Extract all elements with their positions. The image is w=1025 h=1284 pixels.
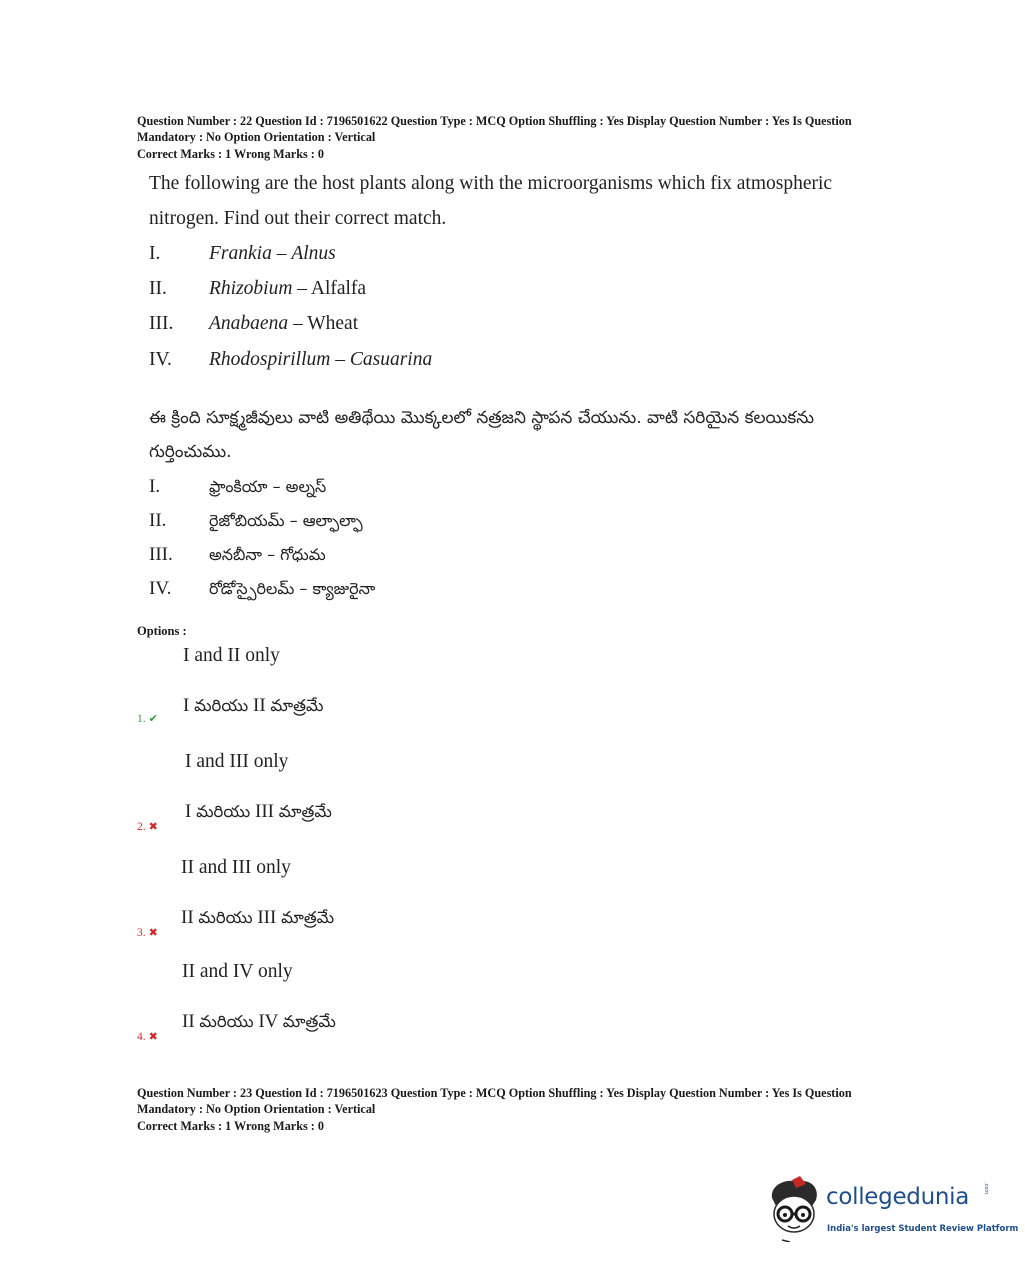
wrong-cross-icon: ✖: [148, 926, 158, 939]
option-num-a: II: [181, 907, 194, 928]
student-mascot-icon: [766, 1176, 824, 1242]
logo-tagline: India's largest Student Review Platform: [827, 1224, 1019, 1234]
statement-te-3: [149, 544, 326, 568]
option-2-marker: [137, 820, 158, 833]
statement-number: IV.: [149, 349, 172, 370]
option-conj: మరియు: [199, 1012, 254, 1031]
separator: –: [271, 243, 292, 264]
organism: Rhodospirillum: [209, 349, 331, 370]
statement-te-2: [149, 510, 363, 534]
question-text-te-line-2: గుర్తించుము.: [149, 442, 232, 462]
option-conj: మరియు: [196, 802, 251, 821]
statement-te-1: [149, 476, 326, 500]
statement-text: రైజోబియమ్ – ఆల్ఫాల్ఫా: [209, 511, 363, 530]
option-num-b: IV: [258, 1011, 279, 1032]
collegedunia-logo: [766, 1176, 1019, 1246]
option-tail: మాత్రమే: [282, 1012, 336, 1031]
meta-line-2: Mandatory : No Option Orientation : Vertical: [137, 129, 376, 144]
statement-en-4: [149, 349, 432, 371]
organism: Frankia: [209, 243, 272, 264]
separator: –: [330, 349, 350, 370]
option-3-english: II and III only: [181, 857, 291, 878]
meta-line-3: Correct Marks : 1 Wrong Marks : 0: [137, 147, 324, 161]
question-text-en-line-2: nitrogen. Find out their correct match.: [149, 208, 447, 229]
organism: Anabaena: [209, 313, 289, 334]
question-text-english: [149, 166, 889, 236]
option-4-english: II and IV only: [182, 961, 293, 982]
question-22-metadata: [137, 114, 917, 163]
option-num-b: III: [257, 907, 277, 928]
logo-domain: .com: [983, 1182, 989, 1195]
organism: Rhizobium: [209, 278, 293, 299]
host-plant: Casuarina: [349, 349, 433, 370]
statement-number: II.: [149, 278, 167, 299]
option-number: 1.: [137, 713, 146, 725]
question-text-en-line-1: The following are the host plants along with the microorganisms which fix atmospheric: [149, 173, 833, 194]
statement-text: రోడోస్పైరిలమ్ – క్యాజురైనా: [209, 579, 376, 598]
options-label: Options :: [137, 624, 187, 638]
option-num-b: III: [255, 801, 274, 822]
option-tail: మాత్రమే: [281, 908, 335, 927]
meta-line-3: Correct Marks : 1 Wrong Marks : 0: [137, 1119, 324, 1133]
statement-number: III.: [149, 544, 173, 565]
question-text-telugu: [149, 401, 879, 469]
option-3-telugu: [181, 907, 334, 931]
statement-en-3: [149, 313, 358, 335]
statement-en-1: [149, 243, 336, 265]
meta-line-1: Question Number : 23 Question Id : 7196501623 Question Type : MCQ Option Shuffling : Yes Display Question Number : Yes Is Question: [137, 1086, 852, 1100]
statement-text: అనబీనా – గోధుమ: [209, 545, 326, 564]
option-number: 3.: [137, 927, 146, 939]
statement-number: I.: [149, 243, 161, 264]
statement-number: III.: [149, 313, 174, 334]
meta-line-1: Question Number : 22 Question Id : 7196501622 Question Type : MCQ Option Shuffling : Yes Display Question Number : Yes Is Question: [137, 114, 852, 128]
option-num-a: I: [185, 801, 192, 822]
option-number: 4.: [137, 1031, 146, 1043]
correct-check-icon: ✔: [148, 712, 158, 725]
meta-line-2: Mandatory : No Option Orientation : Vertical: [137, 1101, 376, 1116]
option-4-telugu: [182, 1011, 336, 1035]
option-1-english: I and II only: [183, 645, 280, 666]
option-3-marker: [137, 926, 158, 939]
statement-text: ఫ్రాంకియా – అల్నస్: [209, 477, 327, 496]
option-1-telugu: [183, 695, 323, 719]
statement-number: I.: [149, 476, 161, 497]
option-tail: మాత్రమే: [278, 802, 332, 821]
wrong-cross-icon: ✖: [148, 1030, 158, 1043]
option-tail: మాత్రమే: [270, 696, 324, 715]
statement-te-4: [149, 578, 375, 602]
statement-number: II.: [149, 510, 167, 531]
question-23-metadata: [137, 1086, 917, 1135]
separator: –: [288, 313, 308, 334]
option-num-a: II: [182, 1011, 195, 1032]
option-num-a: I: [183, 695, 190, 716]
option-1-marker: [137, 712, 158, 725]
wrong-cross-icon: ✖: [148, 820, 158, 833]
statement-en-2: [149, 278, 366, 300]
separator: –: [292, 278, 311, 299]
host-plant: Alfalfa: [310, 278, 367, 299]
option-4-marker: [137, 1030, 158, 1043]
host-plant: Wheat: [307, 313, 359, 334]
host-plant: Alnus: [291, 243, 336, 264]
option-conj: మరియు: [198, 908, 253, 927]
option-2-telugu: [185, 801, 332, 825]
option-number: 2.: [137, 821, 146, 833]
option-conj: మరియు: [194, 696, 249, 715]
option-num-b: II: [253, 695, 266, 716]
option-2-english: I and III only: [185, 751, 289, 772]
question-text-te-line-1: ఈ క్రింది సూక్ష్మజీవులు వాటి అతిథేయి మొక్కలలో నత్రజని స్థాపన చేయును. వాటి సరియైన కలయికను: [149, 408, 815, 428]
logo-wordmark: collegedunia: [826, 1184, 970, 1210]
statement-number: IV.: [149, 578, 172, 599]
